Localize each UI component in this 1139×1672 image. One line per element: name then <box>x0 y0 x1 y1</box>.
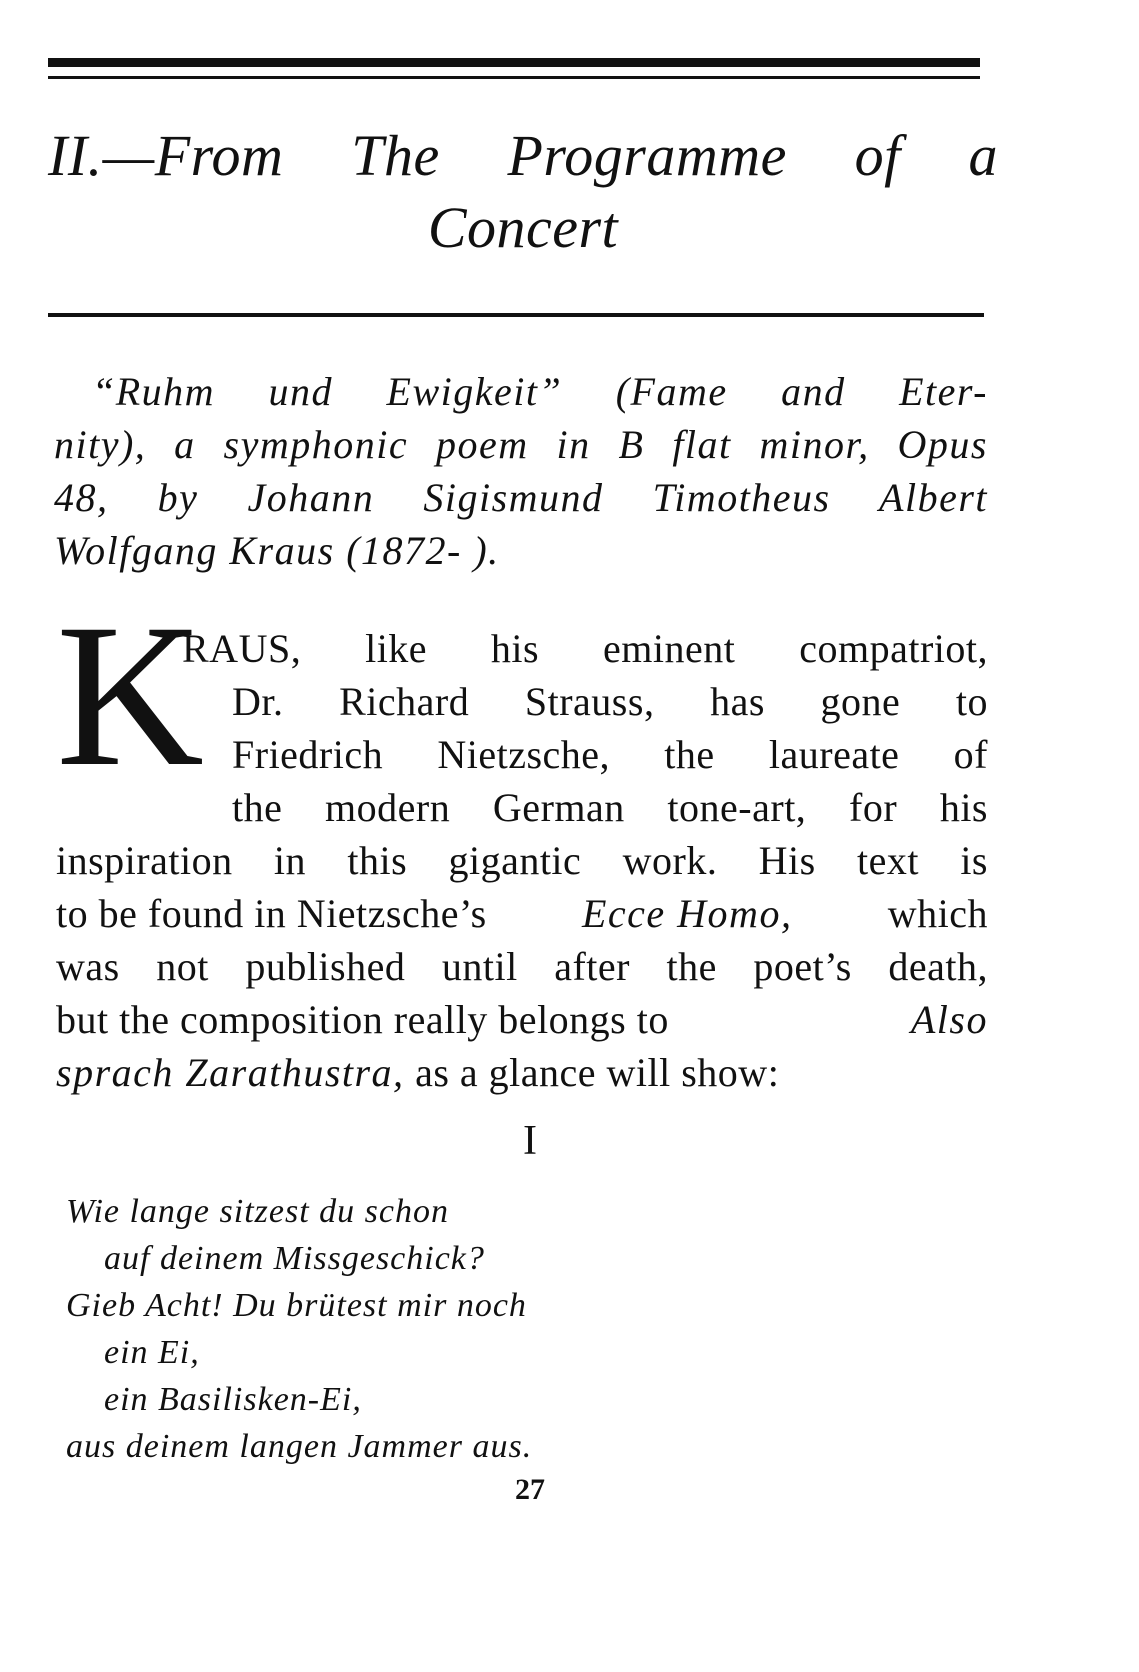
drop-cap: K <box>56 582 205 809</box>
poem-line: Wie lange sitzest du schon <box>66 1193 449 1230</box>
subtitle-line: Wolfgang Kraus (1872- ). <box>54 528 500 573</box>
subtitle-line: nity), a symphonic poem in B flat minor, Opus <box>54 422 988 467</box>
page-number: 27 <box>515 1473 545 1506</box>
poem-line: Gieb Acht! Du brütest mir noch <box>66 1287 527 1324</box>
body-line: Friedrich Nietzsche, the laureate of <box>232 732 988 777</box>
subtitle-line: 48, by Johann Sigismund Timotheus Albert <box>54 475 988 520</box>
poem-line: auf deinem Missgeschick? <box>104 1240 485 1277</box>
poem-stanza <box>66 1188 766 1470</box>
title-bottom-rule <box>48 313 984 317</box>
book-title-zarathustra: sprach Zarathustra, <box>56 1050 405 1095</box>
chapter-title-line-1: II.—From The Programme of a <box>48 123 998 188</box>
body-line: inspiration in this gigantic work. His text is <box>56 838 988 883</box>
work-subtitle <box>54 365 988 577</box>
body-line: the modern German tone-art, for his <box>232 785 988 830</box>
subtitle-line: “Ruhm und Ewigkeit” (Fame and Eter- <box>92 369 988 414</box>
section-numeral: I <box>523 1118 537 1164</box>
body-text-run: to be found in Nietzsche’s <box>56 891 487 936</box>
top-rule-thick <box>48 58 980 67</box>
chapter-title-line-2: Concert <box>427 195 619 260</box>
top-rule-thin <box>48 76 980 79</box>
body-line <box>56 993 988 1046</box>
body-paragraph <box>56 622 988 1099</box>
book-title-also: Also <box>910 997 988 1042</box>
poem-line: ein Ei, <box>104 1334 200 1371</box>
body-text-run: as a glance will show: <box>415 1050 780 1095</box>
body-line: RAUS, like his eminent compatriot, <box>182 626 988 671</box>
body-line: was not published until after the poet’s death, <box>56 944 988 989</box>
body-line <box>56 1046 988 1099</box>
book-title-ecce-homo: Ecce Homo, <box>581 891 793 936</box>
body-line: Dr. Richard Strauss, has gone to <box>232 679 988 724</box>
chapter-title <box>48 120 998 264</box>
body-line <box>56 887 988 940</box>
poem-line: aus deinem langen Jammer aus. <box>66 1428 533 1465</box>
body-text-run: which <box>887 891 988 936</box>
poem-line: ein Basilisken-Ei, <box>104 1381 362 1418</box>
body-text-run: but the composition really belongs to <box>56 997 669 1042</box>
